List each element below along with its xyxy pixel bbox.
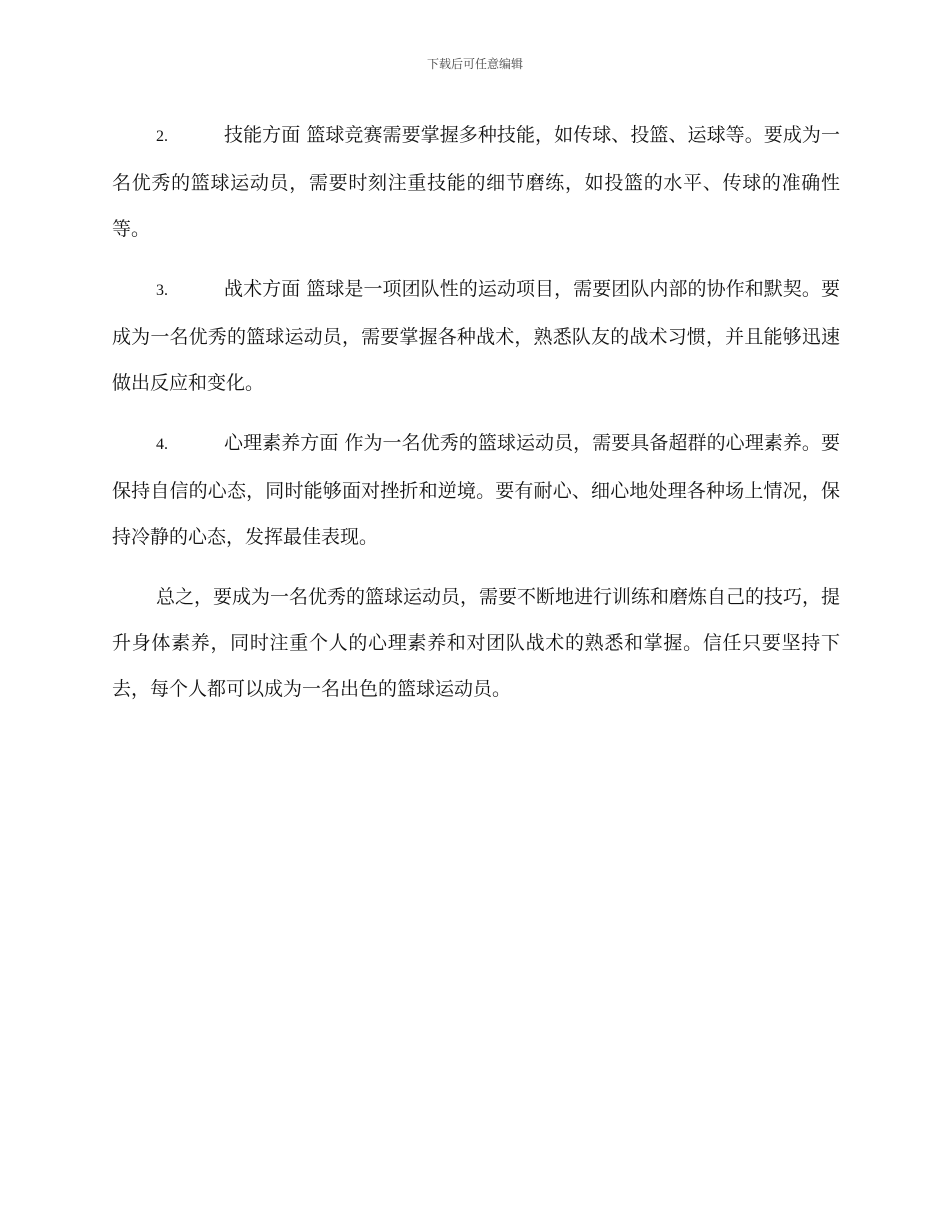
list-item-body: 作为一名优秀的篮球运动员，需要具备超群的心理素养。要保持自信的心态，同时能够面对挫折和逆境。要有耐心、细心地处理各种场上情况，保持冷静的心态，发挥最佳表现。 [112,432,840,548]
list-item-heading: 技能方面 [224,124,301,146]
list-item-body: 篮球竞赛需要掌握多种技能，如传球、投篮、运球等。要成为一名优秀的篮球运动员，需要时刻注重技能的细节磨练，如投篮的水平、传球的准确性等。 [112,124,840,240]
list-item-number: 2. [156,128,168,145]
document-body [112,112,840,726]
list-item-heading: 心理素养方面 [224,432,339,454]
list-item-skills [112,112,840,252]
list-item-body: 篮球是一项团队性的运动项目，需要团队内部的协作和默契。要成为一名优秀的篮球运动员，需要掌握各种战术，熟悉队友的战术习惯，并且能够迅速做出反应和变化。 [112,278,840,394]
list-item-number: 3. [156,282,168,299]
list-item-psychology [112,420,840,560]
conclusion-paragraph: 总之，要成为一名优秀的篮球运动员，需要不断地进行训练和磨炼自己的技巧，提升身体素养，同时注重个人的心理素养和对团队战术的熟悉和掌握。信任只要坚持下去，每个人都可以成为一名出色的篮球运动员。 [112,586,841,700]
list-item-tactics [112,266,840,406]
page-header: 下载后可任意编辑 [426,57,523,71]
list-item-number: 4. [156,436,168,453]
list-item-heading: 战术方面 [224,278,301,300]
